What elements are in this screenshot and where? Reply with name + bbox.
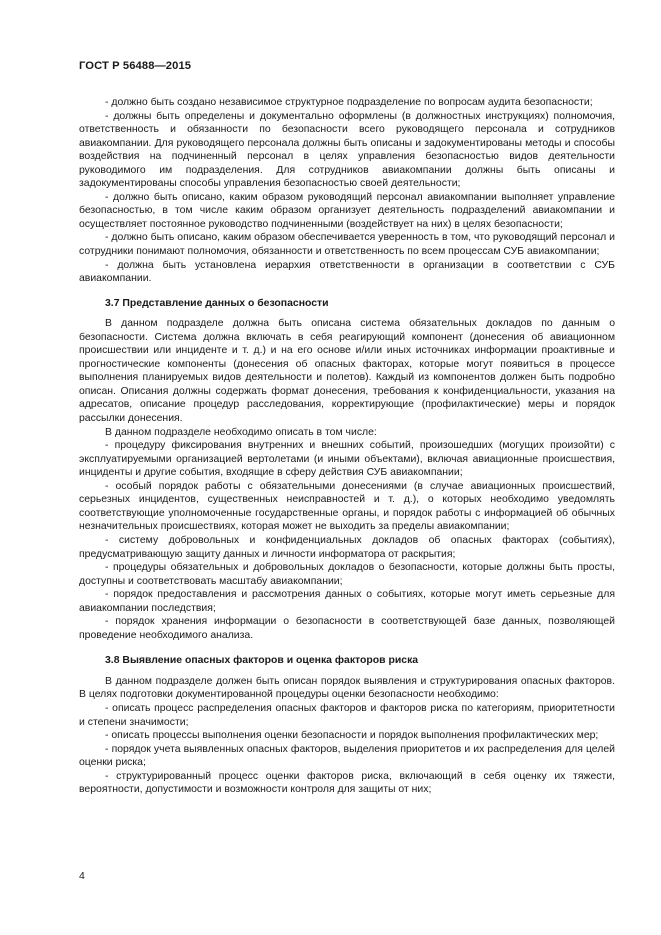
list-item: - должно быть описано, каким образом обеспечивается уверенность в том, что руководящий персонал и сотрудники понимают полномочия, обязанности и ответственность по всем процессам СУБ авиакомпании; — [79, 232, 615, 258]
list-item: - систему добровольных и конфиденциальных докладов об опасных факторах (событиях), предусматривающую защиту данных и личности информатора от раскрытия; — [79, 534, 615, 560]
paragraph: В данном подразделе должна быть описана система обязательных докладов по данным о безопасности. Система должна включать в себя реагирующий компонент (донесения об авиационном происшествии или инциденте и т. д.) и на его основе и/или иных источниках информации проактивные и прогностические компоненты (донесения об опасных факторах, которые могут появиться в процессе выполнения планируемых видов деятельности и полетов). Каждый из компонентов должен быть подробно описан. Описания должны содержать формат донесения, требования к конфиденциальности, указания на адресатов, описание процедур расследования, корректирующие (профилактические) меры и порядок рассылки донесения. — [79, 318, 615, 425]
section-heading-3-7: 3.7 Представление данных о безопасности — [105, 297, 329, 309]
list-item: - должно быть создано независимое структурное подразделение по вопросам аудита безопасности; — [105, 97, 593, 108]
list-item: - процедуры обязательных и добровольных докладов о безопасности, которые должны быть просты, доступны и соответствовать масштабу авиакомпании; — [79, 562, 615, 587]
list-item: - должна быть установлена иерархия ответственности в организации в соответствии с СУБ авиакомпании. — [79, 259, 615, 285]
list-item: - должны быть определены и документально оформлены (в должностных инструкциях) полномочия, ответственность и обязанности по безопасности всего руководящего персонала и сотрудников авиакомпании. Для руководящего персонала должны быть описаны и задокументированы методы и способы воздействия на подчиненный персонал в целях управления безопасностью видов деятельности руководимого им подразделения. Для сотрудников авиакомпании должны быть описаны и задокументированы способы управления безопасностью своей деятельности; — [79, 110, 615, 190]
section-heading-3-8: 3.8 Выявление опасных факторов и оценка факторов риска — [105, 655, 419, 667]
list-item: - описать процесс распределения опасных факторов и факторов риска по категориям, приоритетности и степени значимости; — [79, 702, 615, 728]
list-item: - должно быть описано, каким образом руководящий персонал авиакомпании выполняет управление безопасностью, в том числе каким образом организует деятельность подразделений авиакомпании и осуществляет постоянное руководство подчиненными (воздействует на них) в целях безопасности; — [79, 191, 615, 230]
document-body — [79, 96, 615, 797]
list-item: - особый порядок работы с обязательными донесениями (в случае авиационных происшествий, серьезных инцидентов, существенных неисправностей и т. д.), о которых необходимо уведомлять соответствующие уполномоченные государственные органы, и порядок работы с информацией об обычных незначительных происшествиях, которая может не выходить за пределы авиакомпании; — [79, 480, 615, 533]
list-item: - структурированный процесс оценки факторов риска, включающий в себя оценку их тяжести, вероятности, допустимости и возможности контроля для защиты от них; — [79, 770, 615, 796]
paragraph: В данном подразделе необходимо описать в том числе: — [105, 426, 377, 438]
document-header: ГОСТ Р 56488—2015 — [79, 60, 192, 72]
paragraph: В данном подразделе должен быть описан порядок выявления и структурирования опасных факторов. В целях подготовки документированной процедуры оценки безопасности необходимо: — [79, 675, 615, 701]
list-item: - описать процессы выполнения оценки безопасности и порядок выполнения профилактических мер; — [105, 730, 599, 742]
list-item: - процедуру фиксирования внутренних и внешних событий, произошедших (могущих произойти) с эксплуатируемыми организацией вертолетами (и иными объектами), включая авиационные происшествия, инциденты и другие события, входящие в сферу действия СУБ авиакомпании; — [79, 440, 615, 479]
list-item: - порядок хранения информации о безопасности в соответствующей базе данных, позволяющей проведение необходимого анализа. — [79, 616, 615, 641]
page-number: 4 — [79, 871, 85, 882]
list-item: - порядок учета выявленных опасных факторов, выделения приоритетов и их распределения для целей оценки риска; — [79, 743, 615, 769]
list-item: - порядок предоставления и рассмотрения данных о событиях, которые могут иметь серьезные для авиакомпании последствия; — [79, 589, 615, 614]
